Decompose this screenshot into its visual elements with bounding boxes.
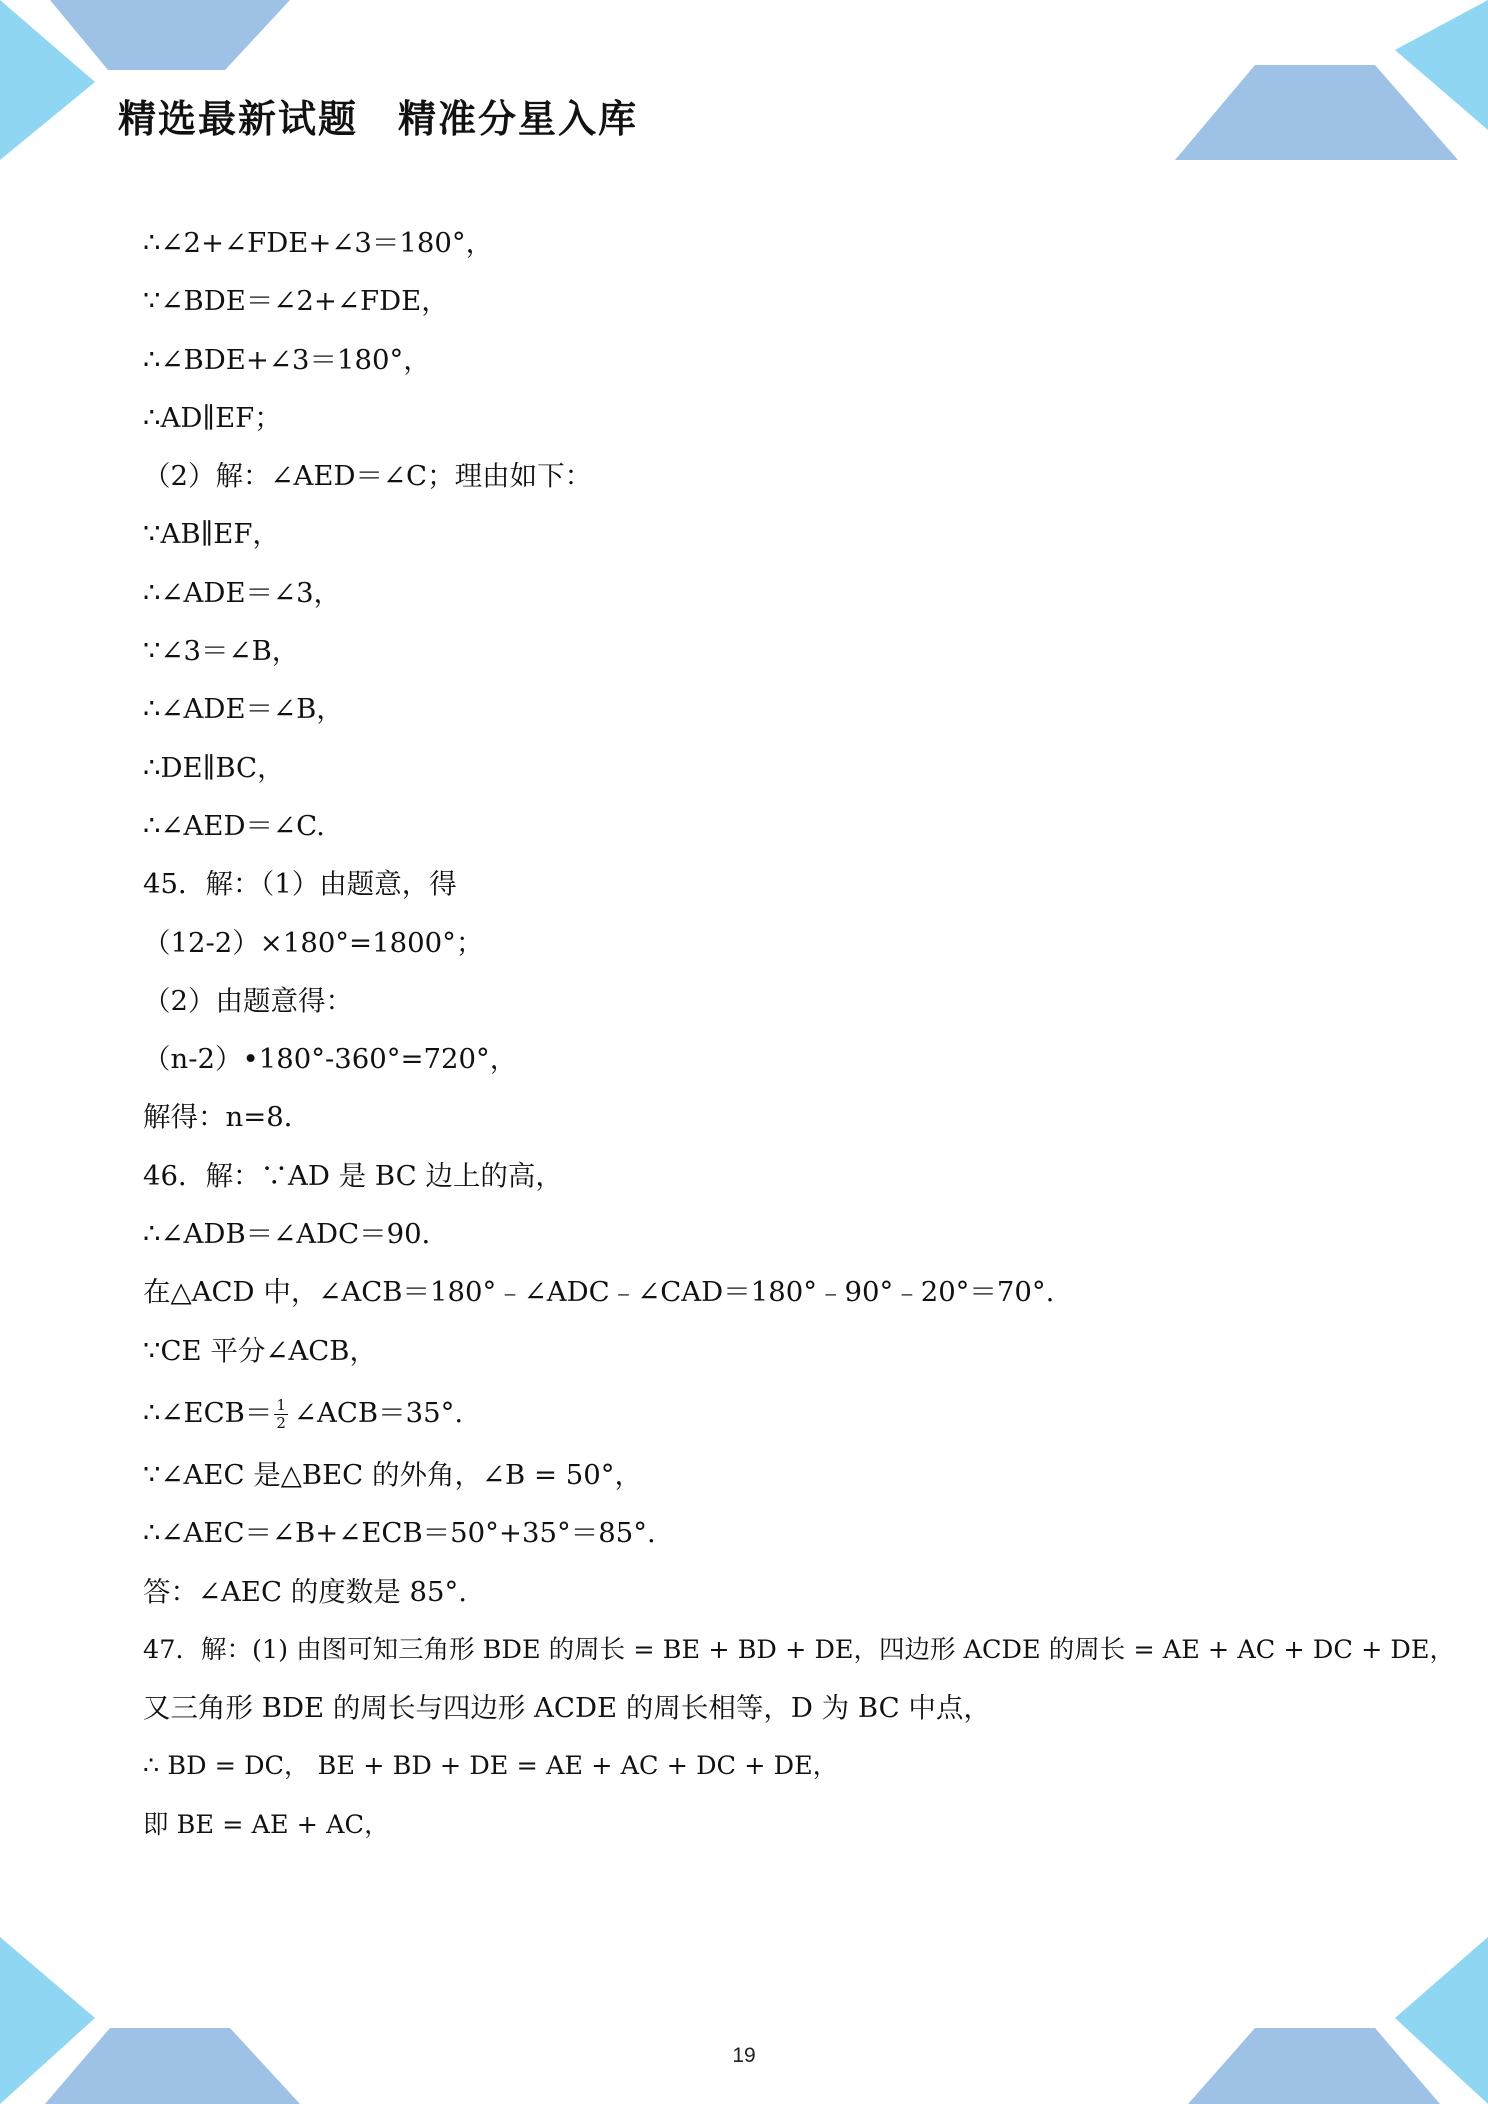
text-line: ∵CE 平分∠ACB， (143, 1334, 378, 1367)
text-line: ∴AD∥EF； (143, 401, 282, 434)
text-line: ∴∠AEC＝∠B+∠ECB＝50°+35°＝85°. (143, 1517, 656, 1550)
bottom-left-triangle (0, 1937, 95, 2104)
text-line: 解得：n=8． (143, 1101, 312, 1134)
text-line: ∴∠ADB＝∠ADC＝90． (143, 1218, 450, 1251)
text-line: ∴DE∥BC， (143, 751, 285, 784)
text-line: ∵∠AEC 是△BEC 的外角，∠B = 50°， (143, 1458, 642, 1491)
text-line: 在△ACD 中，∠ACB＝180°﹣∠ADC﹣∠CAD＝180°﹣90°﹣20°＝70°. (143, 1276, 1055, 1309)
page-number: 19 (732, 2044, 756, 2067)
text-line: ∴∠ADE＝∠3， (143, 576, 342, 609)
bottom-right-triangle (1395, 1937, 1488, 2104)
one-half-fraction (274, 1397, 288, 1432)
text-line: ∴∠AED＝∠C. (143, 809, 325, 842)
text-line: ∴∠BDE+∠3＝180°， (143, 343, 431, 376)
text-line: ∴∠ADE＝∠B， (143, 693, 344, 726)
text-line: （2）解：∠AED＝∠C；理由如下： (143, 460, 593, 493)
fraction-line-after: ∠ACB＝35°. (293, 1396, 464, 1429)
text-line: 45．解：（1）由题意，得 (143, 868, 457, 901)
text-line: ∴ BD = DC， BE + BD + DE = AE + AC + DC + DE， (143, 1751, 839, 1782)
text-line: （n-2）•180°-360°=720°， (143, 1043, 518, 1076)
text-line: （2）由题意得： (143, 984, 353, 1017)
text-line: ∵∠BDE＝∠2+∠FDE， (143, 285, 449, 318)
solution-content (143, 214, 1455, 1854)
fraction-numerator: 1 (276, 1395, 286, 1414)
text-line: 46．解：∵AD 是 BC 边上的高， (143, 1159, 563, 1192)
text-line: ∵∠3＝∠B， (143, 635, 300, 668)
top-right-trapezoid (1175, 65, 1458, 160)
fraction-line (143, 1380, 1363, 1446)
top-right-triangle (1395, 0, 1488, 130)
top-left-triangle (0, 0, 95, 160)
text-line: （12-2）×180°=1800°； (143, 926, 484, 959)
text-line: ∵AB∥EF， (143, 518, 280, 551)
text-line: 答：∠AEC 的度数是 85°. (143, 1575, 467, 1608)
text-line: ∴∠2+∠FDE+∠3＝180°， (143, 227, 494, 259)
header-title: 精选最新试题 精准分星入库 (118, 97, 639, 141)
top-left-trapezoid (50, 0, 290, 70)
text-line: 47．解：(1) 由图可知三角形 BDE 的周长 = BE + BD + DE，四边形 ACDE 的周长 = AE + AC + DC + DE， (143, 1634, 1455, 1665)
text-line: 即 BE = AE + AC， (143, 1809, 390, 1840)
text-line: 又三角形 BDE 的周长与四边形 ACDE 的周长相等，D 为 BC 中点， (143, 1692, 991, 1725)
fraction-line-before: ∴∠ECB＝ (143, 1396, 273, 1429)
fraction-denominator: 2 (276, 1413, 286, 1432)
